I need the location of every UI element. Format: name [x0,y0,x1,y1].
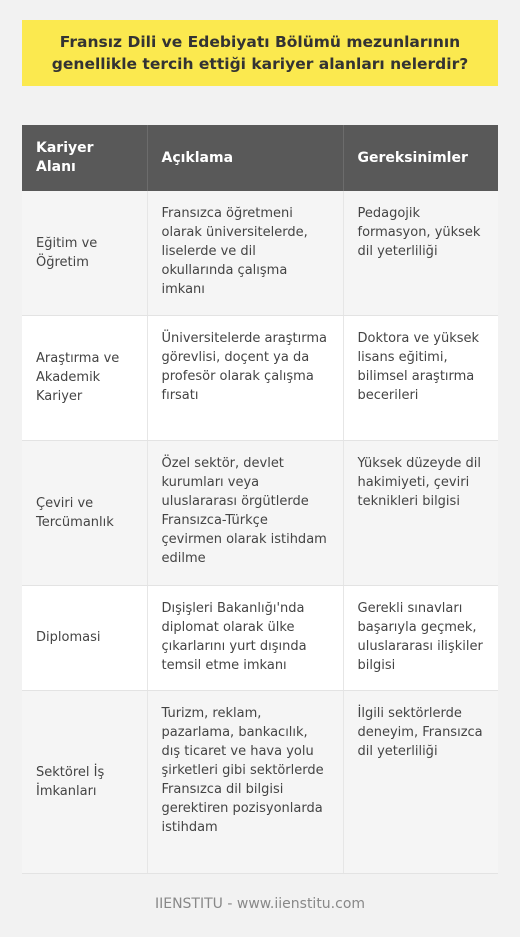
cell-requirements: Yüksek düzeyde dil hakimiyeti, çeviri teknikleri bilgisi [343,440,498,585]
cell-description: Özel sektör, devlet kurumları veya uluslararası örgütlerde Fransızca-Türkçe çevirmen olarak istihdam edilme [147,440,343,585]
header-career-field: Kariyer Alanı [22,125,147,191]
cell-description: Fransızca öğretmeni olarak üniversitelerde, liselerde ve dil okullarında çalışma imkanı [147,191,343,315]
cell-career-field: Araştırma ve Akademik Kariyer [22,315,147,440]
table-row [22,585,498,690]
page-title-text: Fransız Dili ve Edebiyatı Bölümü mezunlarının genellikle tercih ettiği kariyer alanları nelerdir? [51,33,469,73]
cell-requirements: İlgili sektörlerde deneyim, Fransızca dil yeterliliği [343,690,498,873]
cell-career-field: Sektörel İş İmkanları [22,690,147,873]
table-header-row [22,125,498,191]
footer-credit: IIENSTITU - www.iienstitu.com [154,896,366,912]
header-description: Açıklama [147,125,343,191]
page-title [22,20,498,86]
cell-career-field: Çeviri ve Tercümanlık [22,440,147,585]
career-table [22,125,498,874]
table-row [22,315,498,440]
table-row [22,440,498,585]
table-row [22,191,498,315]
cell-description: Dışişleri Bakanlığı'nda diplomat olarak ülke çıkarlarını yurt dışında temsil etme imkanı [147,585,343,690]
cell-description: Turizm, reklam, pazarlama, bankacılık, dış ticaret ve hava yolu şirketleri gibi sektörlerde Fransızca dil bilgisi gerektiren pozisyonlarda istihdam [147,690,343,873]
cell-career-field: Eğitim ve Öğretim [22,191,147,315]
header-requirements: Gereksinimler [343,125,498,191]
cell-requirements: Pedagojik formasyon, yüksek dil yeterliliği [343,191,498,315]
cell-requirements: Doktora ve yüksek lisans eğitimi, bilimsel araştırma becerileri [343,315,498,440]
cell-requirements: Gerekli sınavları başarıyla geçmek, uluslararası ilişkiler bilgisi [343,585,498,690]
table-row [22,690,498,873]
cell-career-field: Diplomasi [22,585,147,690]
cell-description: Üniversitelerde araştırma görevlisi, doçent ya da profesör olarak çalışma fırsatı [147,315,343,440]
